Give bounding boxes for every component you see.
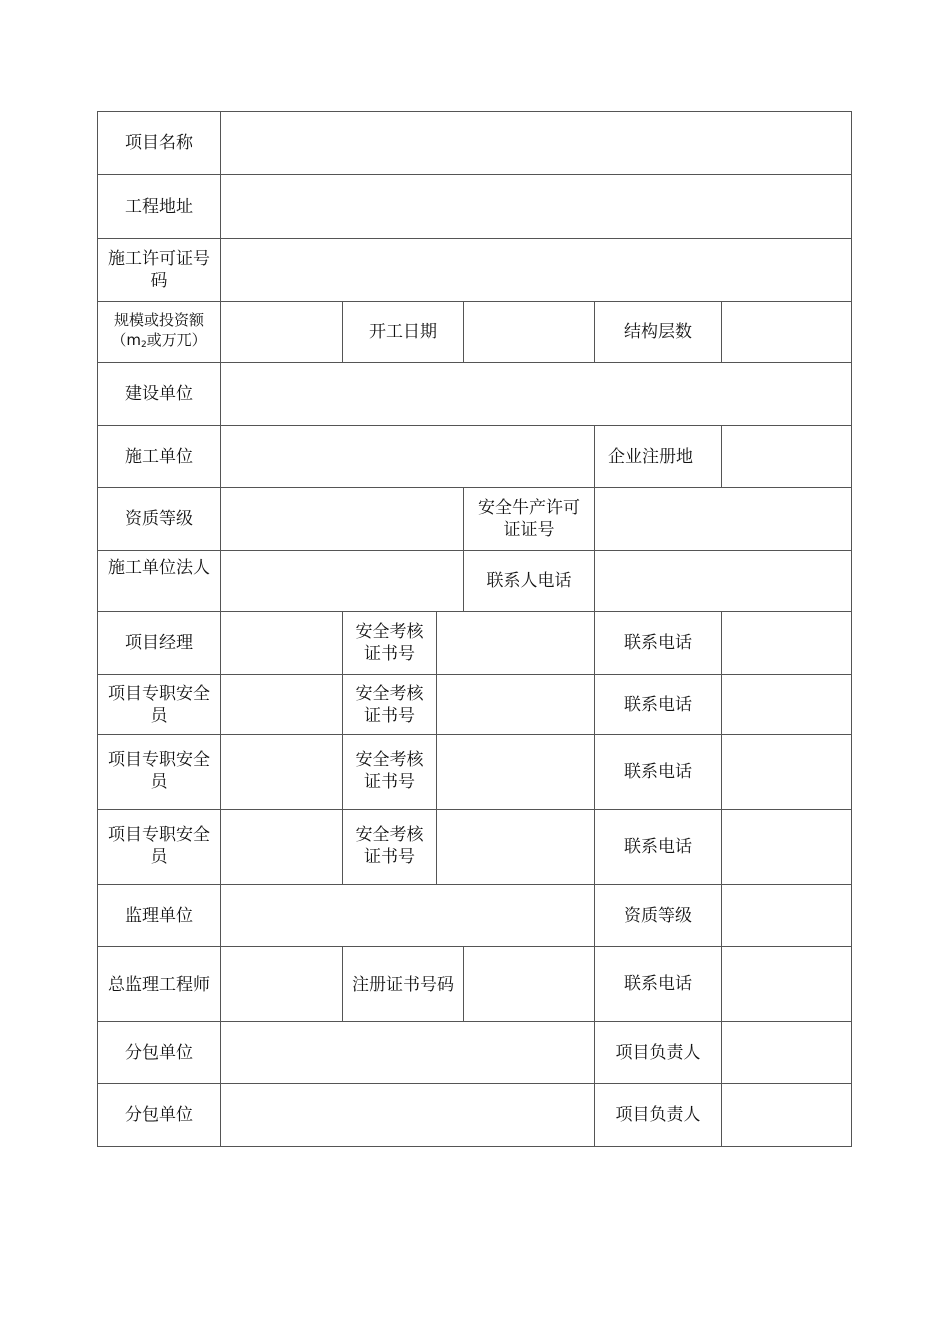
project-name-label: 项目名称 <box>98 112 221 175</box>
subcontract-1-lead-label: 项目负责人 <box>595 1022 722 1084</box>
pm-safety-cert-label: 安全考核证书号 <box>343 612 437 675</box>
safety-officer-2-field[interactable] <box>221 735 343 810</box>
qualification-grade-label: 资质等级 <box>98 488 221 551</box>
scale-or-investment-field[interactable] <box>221 302 343 363</box>
supervision-qualification-field[interactable] <box>722 885 852 947</box>
subcontract-unit-1-label: 分包单位 <box>98 1022 221 1084</box>
subcontract-2-lead-label: 项目负责人 <box>595 1084 722 1147</box>
subcontract-unit-2-label: 分包单位 <box>98 1084 221 1147</box>
legal-rep-field[interactable] <box>221 551 464 612</box>
safety-officer-1-field[interactable] <box>221 675 343 735</box>
subcontract-1-lead-field[interactable] <box>722 1022 852 1084</box>
supervision-unit-field[interactable] <box>221 885 595 947</box>
chief-engineer-field[interactable] <box>221 947 343 1022</box>
project-info-form <box>97 111 852 1147</box>
construction-permit-no-field[interactable] <box>221 239 852 302</box>
legal-rep-label: 施工单位法人 <box>98 551 221 612</box>
so1-contact-phone-field[interactable] <box>722 675 852 735</box>
chief-engineer-phone-field[interactable] <box>722 947 852 1022</box>
contact-person-phone-label: 联系人电话 <box>464 551 595 612</box>
start-date-field[interactable] <box>464 302 595 363</box>
so2-contact-phone-field[interactable] <box>722 735 852 810</box>
subcontract-2-lead-field[interactable] <box>722 1084 852 1147</box>
safety-production-license-label: 安全牛产许可证证号 <box>464 488 595 551</box>
safety-officer-3-label: 项目专职安全员 <box>98 810 221 885</box>
so3-safety-cert-field[interactable] <box>437 810 595 885</box>
safety-officer-3-field[interactable] <box>221 810 343 885</box>
subcontract-unit-1-field[interactable] <box>221 1022 595 1084</box>
structure-floors-label: 结构层数 <box>595 302 722 363</box>
registration-cert-label: 注册证书号码 <box>343 947 464 1022</box>
project-name-field[interactable] <box>221 112 852 175</box>
qualification-grade-field[interactable] <box>221 488 464 551</box>
subcontract-unit-2-field[interactable] <box>221 1084 595 1147</box>
chief-engineer-phone-label: 联系电话 <box>595 947 722 1022</box>
so2-safety-cert-label: 安全考核证书号 <box>343 735 437 810</box>
construction-unit-label: 施工单位 <box>98 426 221 488</box>
so1-safety-cert-field[interactable] <box>437 675 595 735</box>
safety-production-license-field[interactable] <box>595 488 852 551</box>
supervision-unit-label: 监理单位 <box>98 885 221 947</box>
supervision-qualification-label: 资质等级 <box>595 885 722 947</box>
so2-safety-cert-field[interactable] <box>437 735 595 810</box>
so3-contact-phone-field[interactable] <box>722 810 852 885</box>
contact-person-phone-field[interactable] <box>595 551 852 612</box>
pm-safety-cert-field[interactable] <box>437 612 595 675</box>
pm-contact-phone-label: 联系电话 <box>595 612 722 675</box>
owner-unit-field[interactable] <box>221 363 852 426</box>
construction-unit-field[interactable] <box>221 426 595 488</box>
registered-place-field[interactable] <box>722 426 852 488</box>
chief-engineer-label: 总监理工程师 <box>98 947 221 1022</box>
so3-safety-cert-label: 安全考核证书号 <box>343 810 437 885</box>
so1-safety-cert-label: 安全考核证书号 <box>343 675 437 735</box>
so2-contact-phone-label: 联系电话 <box>595 735 722 810</box>
so3-contact-phone-label: 联系电话 <box>595 810 722 885</box>
safety-officer-2-label: 项目专职安全员 <box>98 735 221 810</box>
scale-or-investment-paren-open: （m <box>111 330 141 349</box>
project-manager-field[interactable] <box>221 612 343 675</box>
scale-or-investment-line1: 规模或投资额 <box>113 310 204 329</box>
project-address-field[interactable] <box>221 175 852 239</box>
scale-or-investment-sub: 2 <box>140 339 147 350</box>
so1-contact-phone-label: 联系电话 <box>595 675 722 735</box>
scale-or-investment-label <box>98 302 221 363</box>
start-date-label: 开工日期 <box>343 302 464 363</box>
registration-cert-field[interactable] <box>464 947 595 1022</box>
pm-contact-phone-field[interactable] <box>722 612 852 675</box>
construction-permit-no-label: 施工许可证号码 <box>98 239 221 302</box>
owner-unit-label: 建设单位 <box>98 363 221 426</box>
project-address-label: 工程地址 <box>98 175 221 239</box>
project-manager-label: 项目经理 <box>98 612 221 675</box>
registered-place-label: 企业注册地 <box>595 426 722 488</box>
structure-floors-field[interactable] <box>722 302 852 363</box>
scale-or-investment-line2-rest: 或万兀） <box>146 330 207 349</box>
safety-officer-1-label: 项目专职安全员 <box>98 675 221 735</box>
